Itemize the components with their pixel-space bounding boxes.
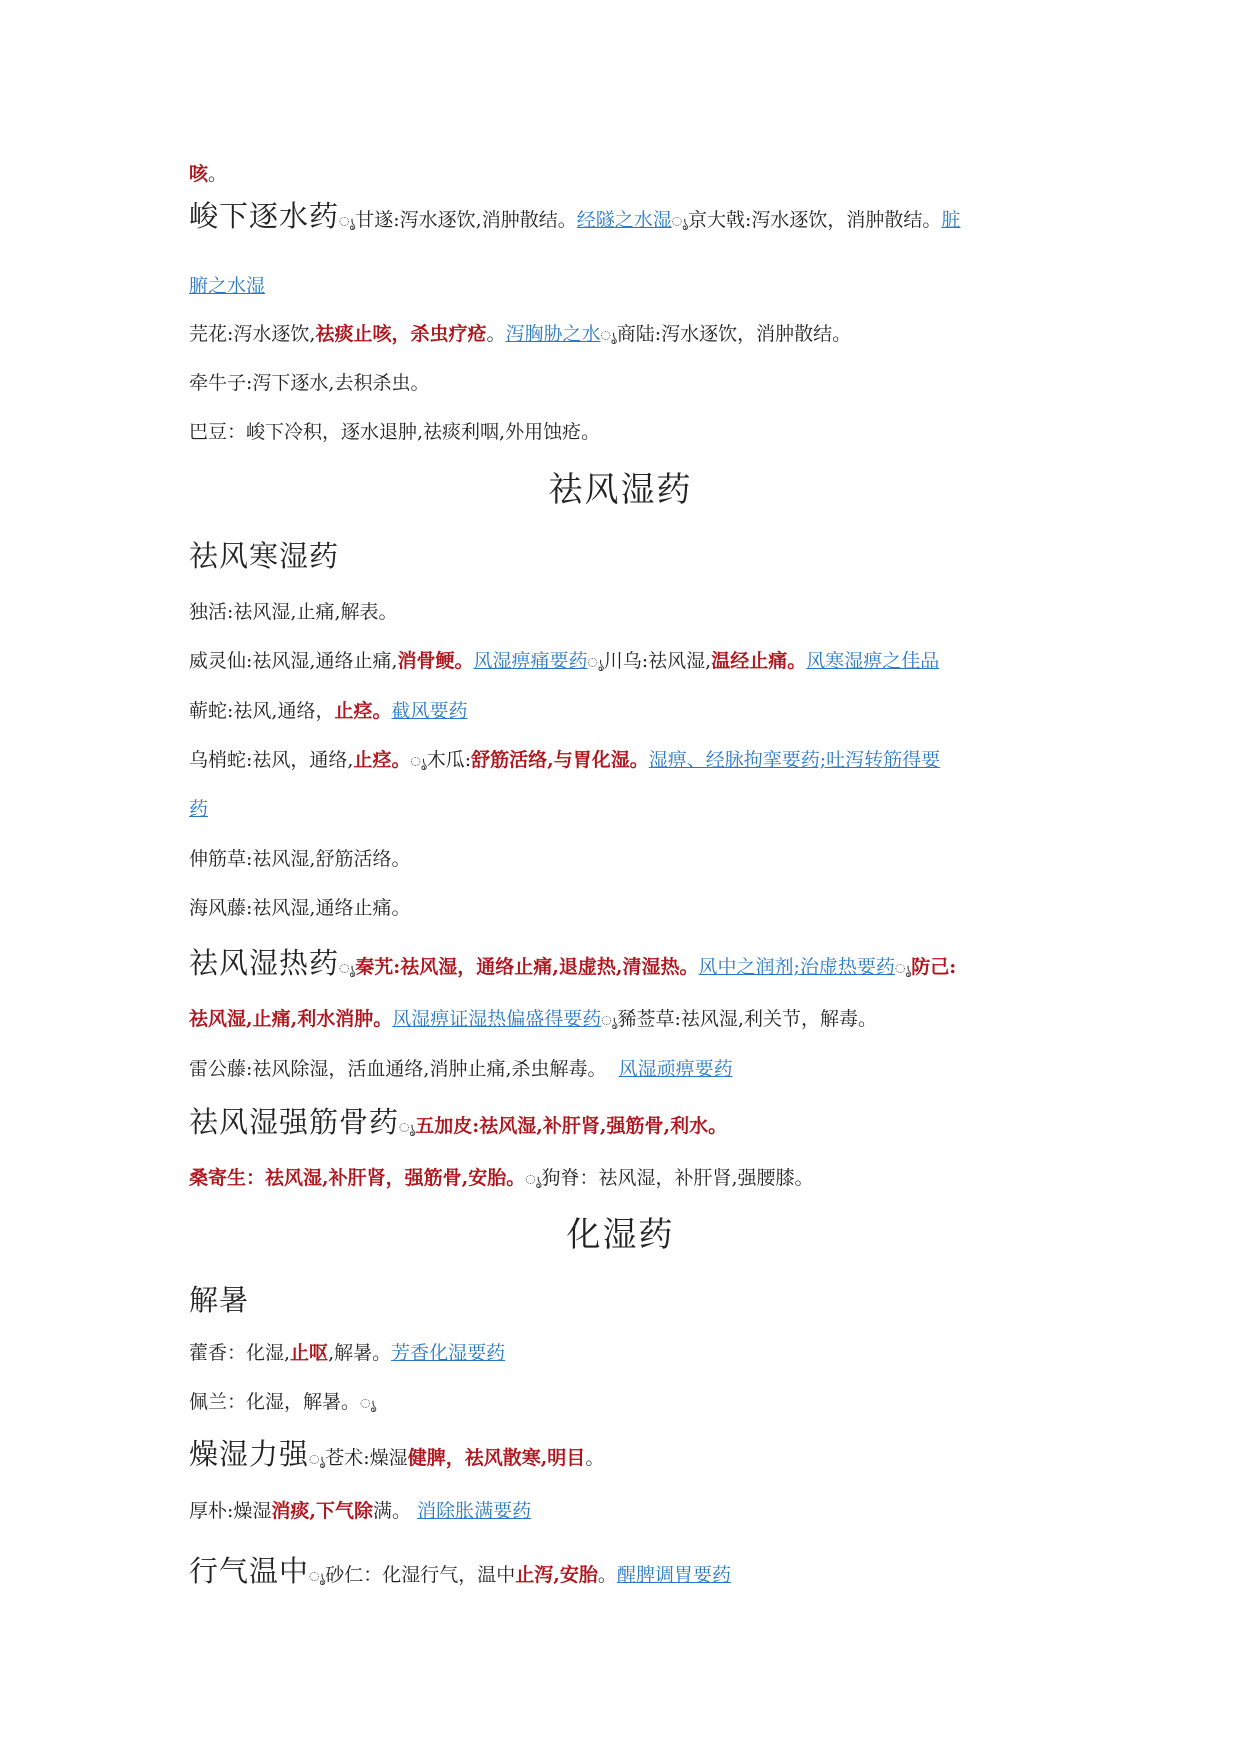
text-line xyxy=(189,1005,1055,1036)
text: 木瓜: xyxy=(426,749,472,771)
text: 砂仁：化湿行气，温中 xyxy=(325,1564,516,1586)
highlight-text: 止呕 xyxy=(290,1342,329,1364)
note-link[interactable]: 醒脾调胃要药 xyxy=(616,1564,731,1586)
highlight-text: 止痉。 xyxy=(334,700,392,722)
section-line-qu-feng-shi-re xyxy=(189,943,1055,990)
note-link[interactable]: 风湿顽痹要药 xyxy=(618,1058,733,1080)
note-link[interactable]: 湿痹、经脉拘挛要药;吐泻转筋得要 xyxy=(648,749,941,771)
text: 。 xyxy=(597,1564,617,1586)
text-line xyxy=(189,1055,1055,1083)
text: 商陆:泻水逐饮，消肿散结。 xyxy=(616,323,852,345)
text-line xyxy=(189,1497,1055,1525)
marker-icon: ൃ xyxy=(339,215,356,230)
note-link[interactable]: 芳香化湿要药 xyxy=(391,1342,506,1364)
text-line xyxy=(189,697,1055,725)
text: 伸筋草:祛风湿,舒筋活络。 xyxy=(189,848,411,870)
text: 京大戟:泻水逐饮，消肿散结。 xyxy=(688,209,942,231)
text-line xyxy=(189,647,1055,678)
highlight-text: 温经止痛。 xyxy=(711,650,807,672)
highlight-text: 止痉。 xyxy=(353,749,411,771)
text-line xyxy=(189,598,1055,626)
marker-icon: ൃ xyxy=(339,962,356,977)
highlight-text: 咳 xyxy=(189,163,209,185)
text: 川乌:祛风湿, xyxy=(603,650,712,672)
marker-icon: ൃ xyxy=(399,1121,416,1136)
text: 芫花:泻水逐饮, xyxy=(189,323,316,345)
text-line xyxy=(189,272,1055,300)
marker-icon: ൃ xyxy=(360,1397,377,1412)
highlight-text: 五加皮:祛风湿,补肝肾,强筋骨,利水。 xyxy=(415,1115,728,1137)
marker-icon: ൃ xyxy=(894,962,912,977)
text: 。 xyxy=(208,163,228,185)
sub-heading xyxy=(189,536,1055,576)
note-link[interactable]: 药 xyxy=(189,798,209,820)
note-link[interactable]: 风寒湿痹之佳品 xyxy=(806,650,940,672)
note-link[interactable]: 风中之润剂;治虚热要药 xyxy=(698,956,895,978)
marker-icon: ൃ xyxy=(410,755,427,770)
text: 独活:祛风湿,止痛,解表。 xyxy=(189,601,398,623)
section-title xyxy=(0,1213,1241,1257)
text: 。 xyxy=(585,1447,605,1469)
sub-heading xyxy=(189,1280,1055,1320)
sub-heading-text: 解暑 xyxy=(189,1283,250,1317)
text-line xyxy=(189,795,1055,823)
note-link[interactable]: 脏 xyxy=(941,209,961,231)
text-line xyxy=(189,369,1055,397)
marker-icon: ൃ xyxy=(587,656,604,671)
text: 苍术:燥湿 xyxy=(325,1447,408,1469)
highlight-text: 桑寄生：祛风湿,补肝肾，强筋骨,安胎。 xyxy=(189,1167,526,1189)
section-line-jun-xia xyxy=(189,196,1055,243)
text: ,解暑。 xyxy=(328,1342,392,1364)
highlight-text: 祛痰止咳，杀虫疗疮 xyxy=(315,323,487,345)
highlight-text: 消骨鲠。 xyxy=(397,650,474,672)
text-line xyxy=(189,418,1055,446)
text: 威灵仙:祛风湿,通络止痛, xyxy=(189,650,398,672)
text-line xyxy=(189,1339,1055,1367)
highlight-text: 防己: xyxy=(911,956,957,978)
highlight-text: 秦艽:祛风湿，通络止痛,退虚热,清湿热。 xyxy=(355,956,699,978)
note-link[interactable]: 风湿痹痛要药 xyxy=(473,650,588,672)
note-link[interactable]: 风湿痹证湿热偏盛得要药 xyxy=(392,1008,602,1030)
text: 蕲蛇:祛风,通络， xyxy=(189,700,335,722)
section-line-qu-feng-shi-qiang xyxy=(189,1102,1055,1149)
text: 海风藤:祛风湿,通络止痛。 xyxy=(189,897,411,919)
category-heading: 祛风湿强筋骨药 xyxy=(189,1105,400,1139)
section-line-zao-shi xyxy=(189,1434,1055,1481)
section-line-xing-qi xyxy=(189,1551,1055,1598)
text-line xyxy=(189,894,1055,922)
highlight-text: 止泻,安胎 xyxy=(515,1564,598,1586)
sub-heading-text: 祛风寒湿药 xyxy=(189,539,340,573)
text: 佩兰：化湿，解暑。 xyxy=(189,1391,361,1413)
category-heading: 燥湿力强 xyxy=(189,1437,310,1471)
marker-icon: ൃ xyxy=(671,215,689,230)
text: 牵牛子:泻下逐水,去积杀虫。 xyxy=(189,372,430,394)
marker-icon: ൃ xyxy=(309,1570,326,1585)
highlight-text: 祛风湿,止痛,利水消肿。 xyxy=(189,1008,393,1030)
text: 满。 xyxy=(373,1500,412,1522)
text: 藿香：化湿, xyxy=(189,1342,291,1364)
text-line xyxy=(189,320,1055,351)
section-title-text: 祛风湿药 xyxy=(548,470,693,510)
text-line xyxy=(189,845,1055,873)
category-heading: 行气温中 xyxy=(189,1554,310,1588)
note-link[interactable]: 经隧之水湿 xyxy=(576,209,672,231)
section-title xyxy=(0,468,1241,512)
marker-icon: ൃ xyxy=(600,329,617,344)
text-line xyxy=(189,746,1055,777)
text: 雷公藤:祛风除湿，活血通络,消肿止痛,杀虫解毒。 xyxy=(189,1058,607,1080)
highlight-text: 健脾，祛风散寒,明目 xyxy=(407,1447,586,1469)
text-line xyxy=(189,1164,1055,1195)
marker-icon: ൃ xyxy=(601,1014,618,1029)
marker-icon: ൃ xyxy=(525,1173,542,1188)
note-link[interactable]: 截风要药 xyxy=(391,700,468,722)
text: 巴豆：峻下冷积，逐水退肿,祛痰利咽,外用蚀疮。 xyxy=(189,421,601,443)
highlight-text: 舒筋活络,与胃化湿。 xyxy=(471,749,649,771)
category-heading: 祛风湿热药 xyxy=(189,946,340,980)
text: 。 xyxy=(486,323,506,345)
text: 豨莶草:祛风湿,利关节，解毒。 xyxy=(617,1008,877,1030)
highlight-text: 消痰,下气除 xyxy=(271,1500,374,1522)
note-link[interactable]: 泻胸胁之水 xyxy=(505,323,601,345)
text-line xyxy=(189,160,1055,188)
category-heading: 峻下逐水药 xyxy=(189,199,340,233)
note-link[interactable]: 消除胀满要药 xyxy=(417,1500,532,1522)
text: 厚朴:燥湿 xyxy=(189,1500,272,1522)
text: 乌梢蛇:祛风，通络, xyxy=(189,749,354,771)
text: 狗脊：祛风湿，补肝肾,强腰膝。 xyxy=(541,1167,814,1189)
marker-icon: ൃ xyxy=(309,1453,326,1468)
text: 甘遂:泻水逐饮,消肿散结。 xyxy=(355,209,577,231)
section-title-text: 化湿药 xyxy=(566,1215,675,1255)
text-line xyxy=(189,1388,1055,1419)
note-link[interactable]: 腑之水湿 xyxy=(189,275,266,297)
